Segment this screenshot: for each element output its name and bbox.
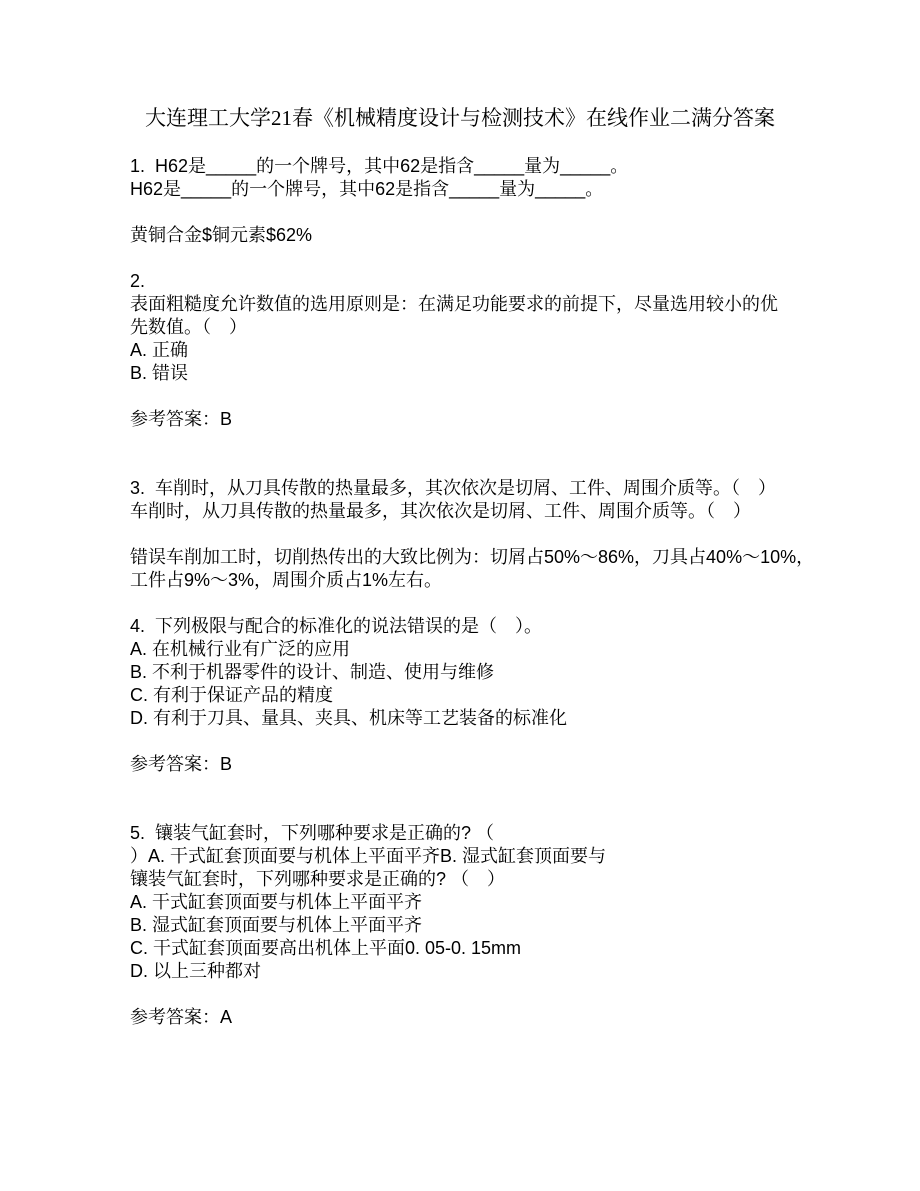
blank-line: [130, 385, 830, 408]
text-line: 先数值。（ ）: [130, 317, 247, 337]
text-line: A. 干式缸套顶面要与机体上平面平齐: [130, 892, 423, 912]
blank-line: [130, 431, 830, 454]
text-line: 1. H62是_____的一个牌号，其中62是指含_____量为_____。: [130, 156, 629, 176]
text-line: H62是_____的一个牌号，其中62是指含_____量为_____。: [130, 179, 604, 199]
blank-line: [130, 454, 830, 477]
blank-line: [130, 776, 830, 799]
text-line: B. 不利于机器零件的设计、制造、使用与维修: [130, 662, 495, 682]
text-line: 4. 下列极限与配合的标准化的说法错误的是（ ）。: [130, 616, 543, 636]
text-line: 参考答案：A: [130, 1007, 233, 1027]
text-line: 参考答案：B: [130, 754, 233, 774]
text-line: C. 干式缸套顶面要高出机体上平面0. 05-0. 15mm: [130, 938, 522, 958]
text-line: 镶装气缸套时，下列哪种要求是正确的? （ ）: [130, 869, 506, 889]
blank-line: [130, 799, 830, 822]
text-line: 3. 车削时，从刀具传散的热量最多，其次依次是切屑、工件、周围介质等。（ ）: [130, 478, 777, 498]
text-line: 黄铜合金$铜元素$62%: [130, 225, 313, 245]
text-line: 5. 镶装气缸套时，下列哪种要求是正确的? （: [130, 823, 495, 843]
blank-line: [130, 730, 830, 753]
text-line: A. 在机械行业有广泛的应用: [130, 639, 351, 659]
text-line: A. 正确: [130, 340, 189, 360]
blank-line: [130, 247, 830, 270]
blank-line: [130, 201, 830, 224]
blank-line: [130, 983, 830, 1006]
text-line: D. 有利于刀具、量具、夹具、机床等工艺装备的标准化: [130, 708, 567, 728]
text-line: B. 湿式缸套顶面要与机体上平面平齐: [130, 915, 423, 935]
text-line: 错误车削加工时，切削热传出的大致比例为：切屑占50%～86%，刀具占40%～10%，: [130, 547, 815, 567]
blank-line: [130, 523, 830, 546]
text-line: 车削时，从刀具传散的热量最多，其次依次是切屑、工件、周围介质等。（ ）: [130, 501, 751, 521]
blank-line: [130, 592, 830, 615]
text-line: 工件占9%～3%，周围介质占1%左右。: [130, 570, 443, 590]
text-line: C. 有利于保证产品的精度: [130, 685, 333, 705]
document-body: [130, 155, 830, 1029]
text-line: 2.: [130, 271, 146, 291]
text-line: D. 以上三种都对: [130, 961, 262, 981]
text-line: 参考答案：B: [130, 409, 233, 429]
text-line: 表面粗糙度允许数值的选用原则是：在满足功能要求的前提下，尽量选用较小的优: [130, 294, 778, 314]
text-line: B. 错误: [130, 363, 189, 383]
text-line: ）A. 干式缸套顶面要与机体上平面平齐B. 湿式缸套顶面要与: [130, 846, 607, 866]
document-title: 大连理工大学21春《机械精度设计与检测技术》在线作业二满分答案: [145, 106, 775, 130]
